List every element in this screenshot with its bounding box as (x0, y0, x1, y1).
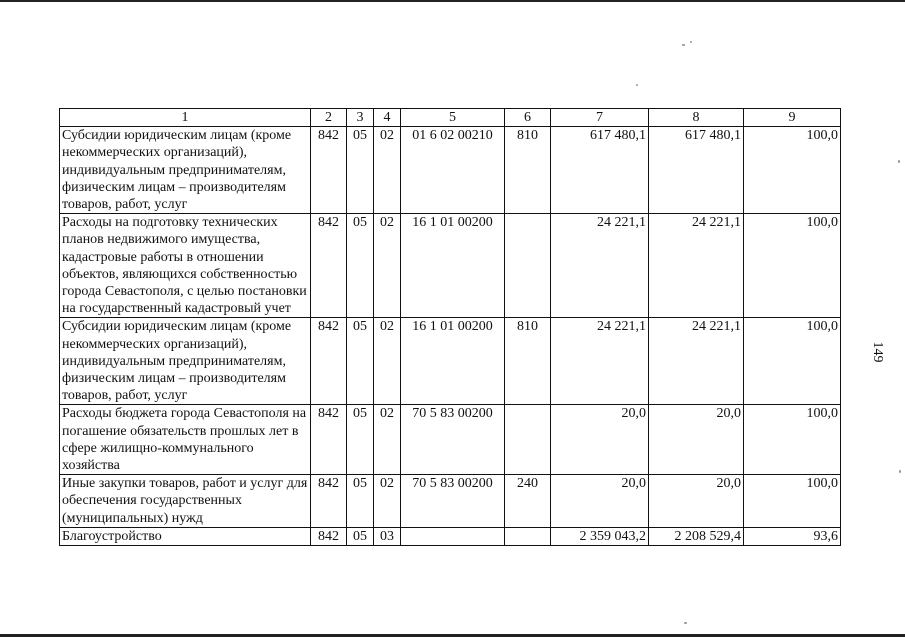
row-section: 05 (347, 527, 374, 545)
scan-speck (899, 470, 901, 473)
row-fact: 20,0 (649, 405, 744, 475)
scan-top-border (0, 0, 905, 2)
row-target-article: 16 1 01 00200 (401, 214, 505, 318)
row-subsection: 02 (374, 318, 401, 405)
table-row (60, 475, 841, 528)
row-plan: 24 221,1 (551, 318, 649, 405)
column-header: 9 (744, 109, 841, 127)
row-percent: 100,0 (744, 318, 841, 405)
row-plan: 2 359 043,2 (551, 527, 649, 545)
column-header: 4 (374, 109, 401, 127)
row-subsection: 02 (374, 214, 401, 318)
table-row (60, 127, 841, 214)
row-fact: 24 221,1 (649, 214, 744, 318)
row-target-article (401, 527, 505, 545)
row-ved: 842 (311, 405, 347, 475)
row-subsection: 02 (374, 127, 401, 214)
table-row (60, 214, 841, 318)
table-row (60, 318, 841, 405)
budget-table (59, 108, 841, 546)
row-section: 05 (347, 318, 374, 405)
row-section: 05 (347, 405, 374, 475)
row-ved: 842 (311, 475, 347, 528)
row-percent: 93,6 (744, 527, 841, 545)
row-percent: 100,0 (744, 214, 841, 318)
row-name: Расходы бюджета города Севастополя на погашение обязательств прошлых лет в сфере жилищно-коммунального хозяйства (60, 405, 311, 475)
row-expense-type: 810 (505, 127, 551, 214)
row-plan: 24 221,1 (551, 214, 649, 318)
row-ved: 842 (311, 127, 347, 214)
column-header: 1 (60, 109, 311, 127)
row-target-article: 70 5 83 00200 (401, 475, 505, 528)
row-expense-type (505, 405, 551, 475)
table-row (60, 405, 841, 475)
row-name: Иные закупки товаров, работ и услуг для обеспечения государственных (муниципальных) нужд (60, 475, 311, 528)
row-percent: 100,0 (744, 405, 841, 475)
row-ved: 842 (311, 318, 347, 405)
scan-speck (682, 44, 685, 46)
header-row (60, 109, 841, 127)
page-number: 149 (870, 341, 885, 363)
row-expense-type: 240 (505, 475, 551, 528)
row-section: 05 (347, 127, 374, 214)
row-fact: 20,0 (649, 475, 744, 528)
row-percent: 100,0 (744, 475, 841, 528)
row-fact: 24 221,1 (649, 318, 744, 405)
scan-speck (690, 41, 692, 43)
row-fact: 2 208 529,4 (649, 527, 744, 545)
row-name: Субсидии юридическим лицам (кроме некоммерческих организаций), индивидуальным предпринимателям, физическим лицам – производителям товаров, работ, услуг (60, 318, 311, 405)
row-name: Субсидии юридическим лицам (кроме некоммерческих организаций), индивидуальным предпринимателям, физическим лицам – производителям товаров, работ, услуг (60, 127, 311, 214)
column-header: 3 (347, 109, 374, 127)
scan-speck (898, 160, 900, 163)
column-header: 2 (311, 109, 347, 127)
row-ved: 842 (311, 214, 347, 318)
row-target-article: 01 6 02 00210 (401, 127, 505, 214)
column-header: 6 (505, 109, 551, 127)
row-section: 05 (347, 214, 374, 318)
scan-speck (636, 84, 638, 86)
row-section: 05 (347, 475, 374, 528)
row-plan: 20,0 (551, 405, 649, 475)
row-subsection: 02 (374, 475, 401, 528)
row-plan: 20,0 (551, 475, 649, 528)
row-expense-type: 810 (505, 318, 551, 405)
row-expense-type (505, 527, 551, 545)
row-target-article: 70 5 83 00200 (401, 405, 505, 475)
scan-bottom-border (0, 634, 905, 637)
row-subsection: 03 (374, 527, 401, 545)
column-header: 7 (551, 109, 649, 127)
row-fact: 617 480,1 (649, 127, 744, 214)
column-header: 8 (649, 109, 744, 127)
row-percent: 100,0 (744, 127, 841, 214)
row-name: Расходы на подготовку технических планов недвижимого имущества, кадастровые работы в отношении объектов, являющихся собственностью города Севастополя, с целью постановки на государственный кадастровый учет (60, 214, 311, 318)
row-name: Благоустройство (60, 527, 311, 545)
table-row (60, 527, 841, 545)
scan-speck (684, 622, 687, 624)
row-expense-type (505, 214, 551, 318)
row-plan: 617 480,1 (551, 127, 649, 214)
column-header: 5 (401, 109, 505, 127)
row-target-article: 16 1 01 00200 (401, 318, 505, 405)
row-ved: 842 (311, 527, 347, 545)
row-subsection: 02 (374, 405, 401, 475)
